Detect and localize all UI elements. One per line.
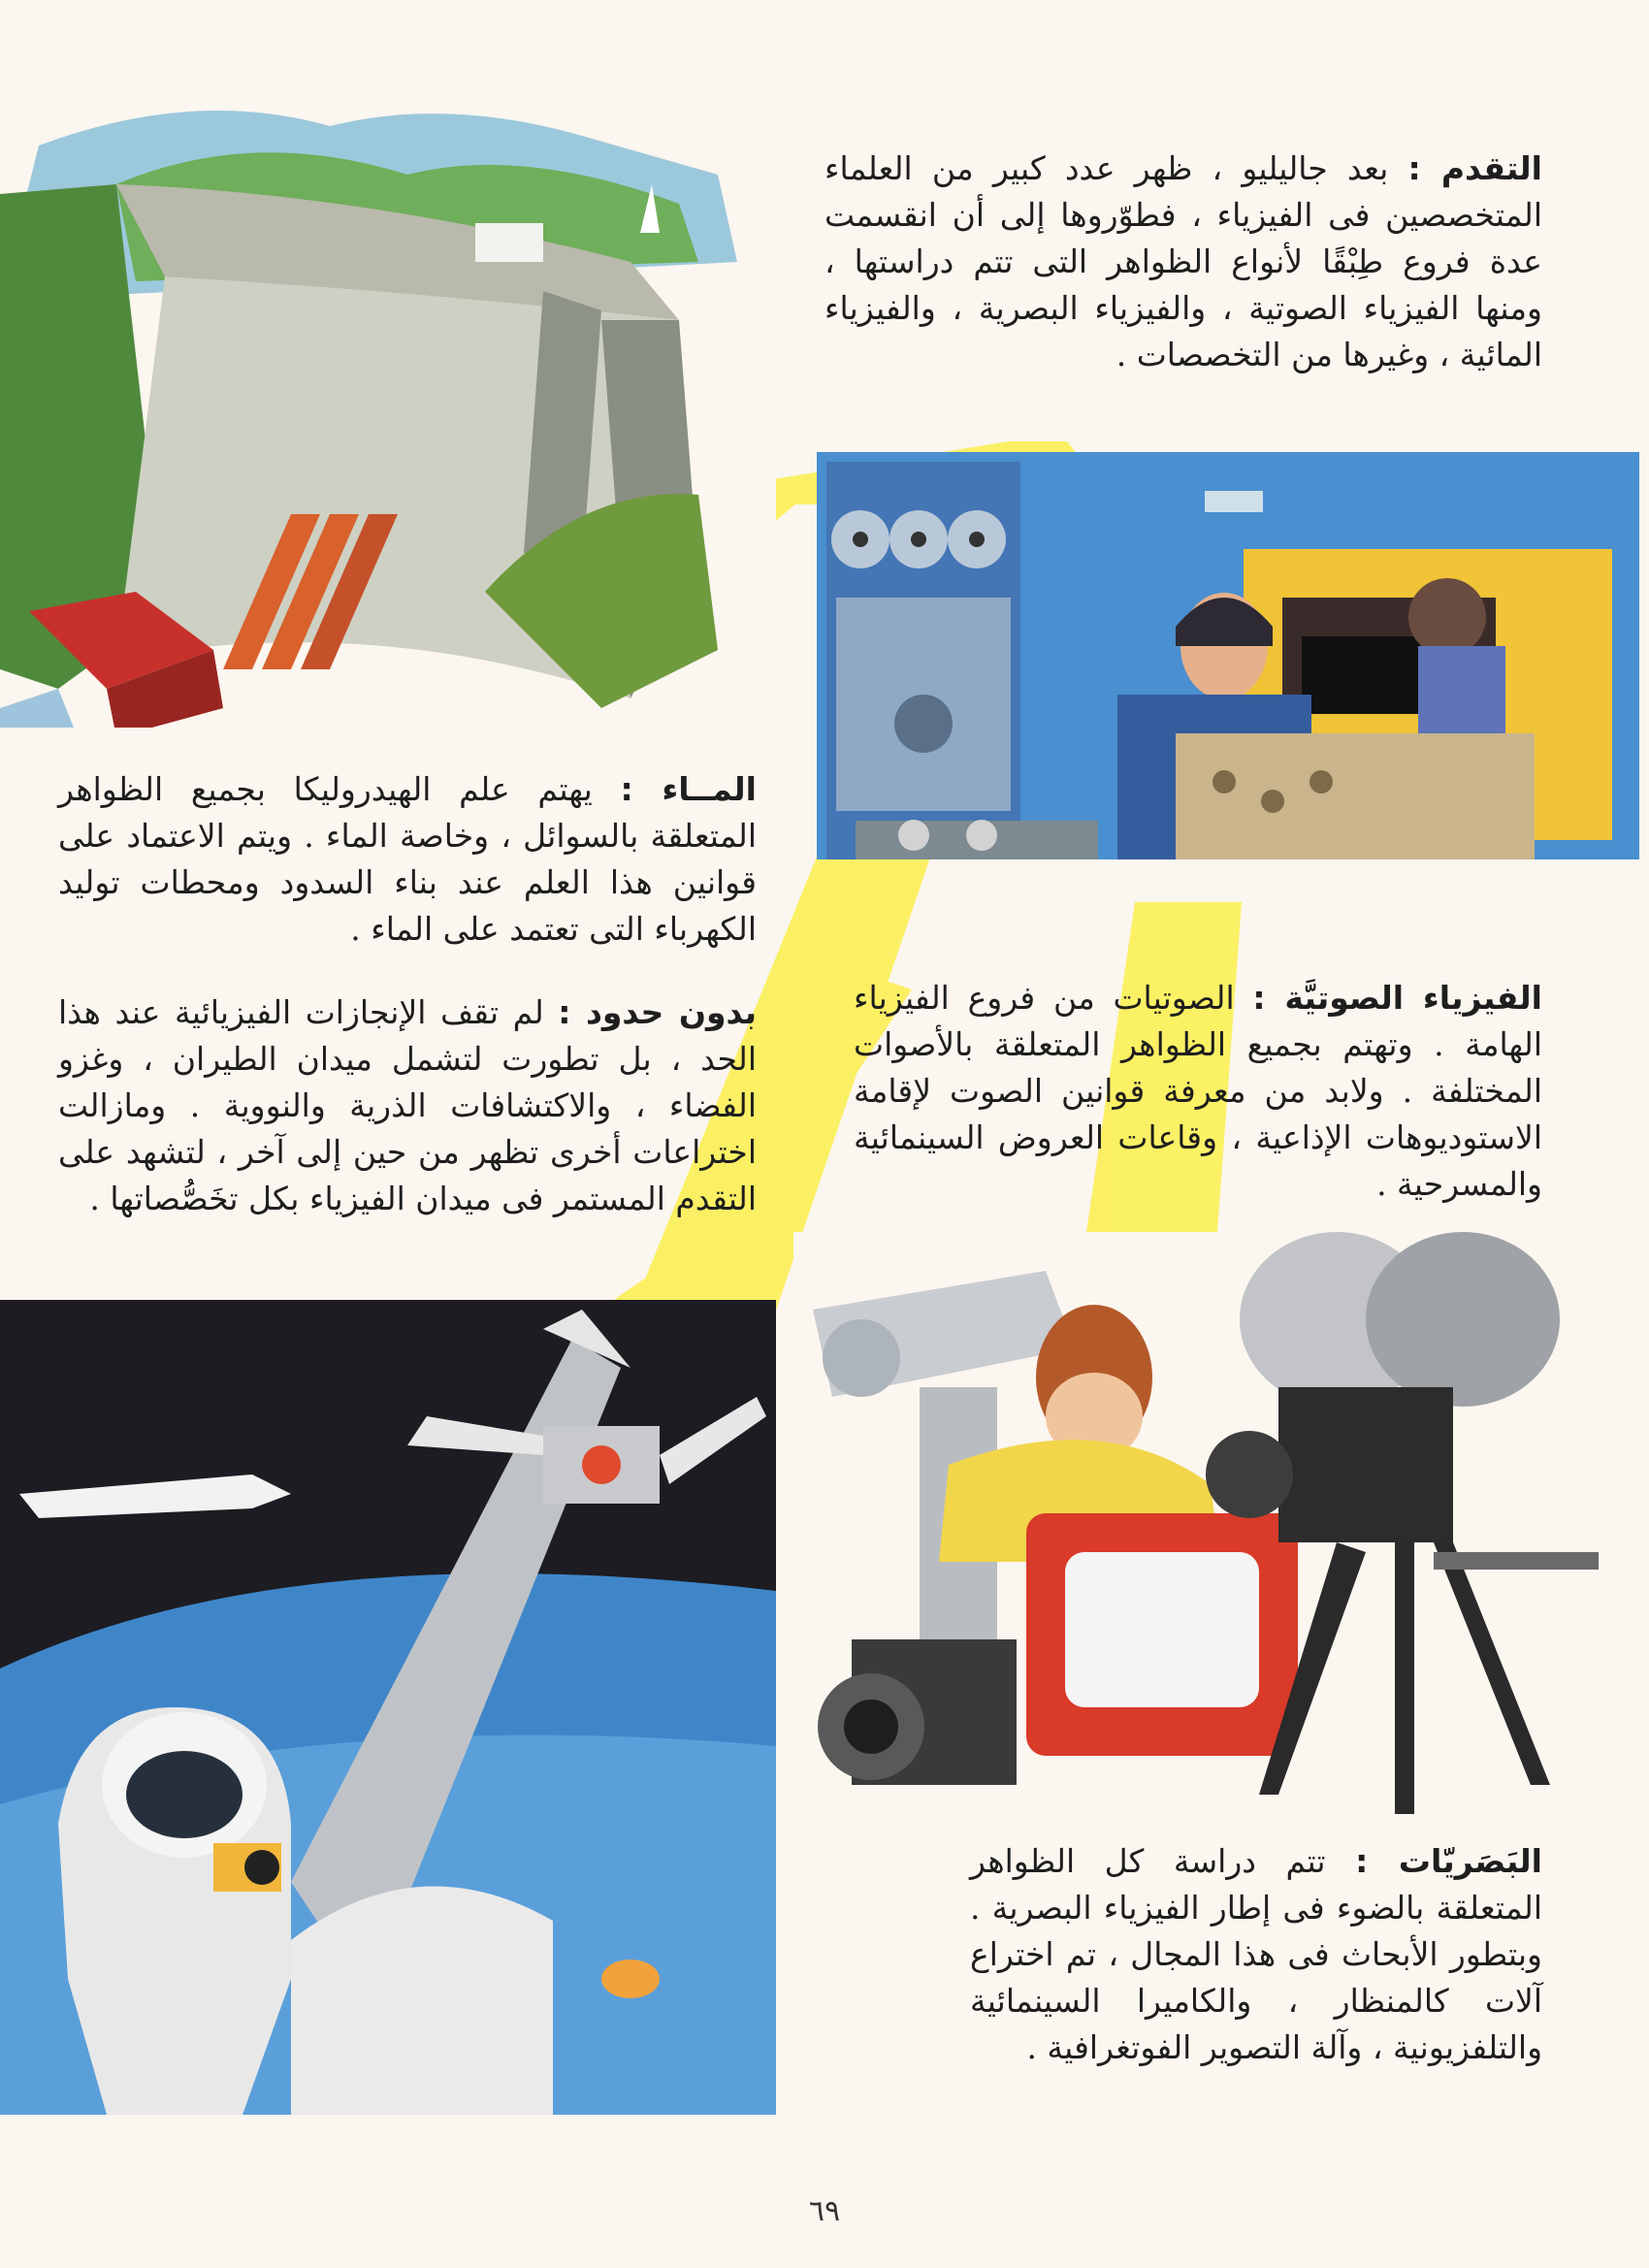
section-optics [970,1838,1542,2071]
sound-studio-illustration [817,452,1639,859]
section-acoustics-heading: الفيزياء الصوتيَّة : [1252,979,1542,1017]
space-exploration-illustration [0,1300,776,2115]
section-water-body: يهتم علم الهيدروليكا بجميع الظواهر المتعلقة بالسوائل ، وخاصة الماء . ويتم الاعتماد على قوانين هذا العلم عند بناء السدود ومحطات توليد الكهرباء التى تعتمد على الماء . [58,770,757,948]
section-progress-body: بعد جاليليو ، ظهر عدد كبير من العلماء المتخصصين فى الفيزياء ، فطوّروها إلى أن انقسمت عدة فروع طِبْقًا لأنواع الظواهر التى تتم دراستها ، ومنها الفيزياء الصوتية ، والفيزياء البصرية ، والفيزياء المائية ، وغيرها من التخصصات . [824,149,1542,373]
page-number: ٦٩ [808,2194,841,2228]
section-water-heading: المــاء : [620,770,757,808]
section-progress-heading: التقدم : [1407,149,1542,187]
optics-instruments-illustration [793,1232,1649,1833]
section-no-limits [58,989,757,1222]
section-water [58,766,757,953]
dam-illustration [0,68,776,728]
section-acoustics-body: الصوتيات من فروع الفيزياء الهامة . وتهتم بجميع الظواهر المتعلقة بالأصوات المختلفة . ولابد من معرفة قوانين الصوت لإقامة الاستوديوهات الإذاعية ، وقاعات العروض السينمائية والمسرحية . [854,979,1542,1203]
section-optics-heading: البَصَريّات : [1355,1842,1542,1880]
section-acoustics [854,975,1542,1208]
section-no-limits-body: لم تقف الإنجازات الفيزيائية عند هذا الحد ، بل تطورت لتشمل ميدان الطيران ، وغزو الفضاء ، والاكتشافات الذرية والنووية . ومازالت اختراعات أخرى تظهر من حين إلى آخر ، لتشهد على التقدم المستمر فى ميدان الفيزياء بكل تخَصُّصاتها . [58,993,757,1217]
section-progress [824,146,1542,378]
section-optics-body: تتم دراسة كل الظواهر المتعلقة بالضوء فى إطار الفيزياء البصرية . وبتطور الأبحاث فى هذا المجال ، تم اختراع آلات كالمنظار ، والكاميرا السينمائية والتلفزيونية ، وآلة التصوير الفوتغرافية . [970,1842,1542,2066]
section-no-limits-heading: بدون حدود : [558,993,757,1031]
